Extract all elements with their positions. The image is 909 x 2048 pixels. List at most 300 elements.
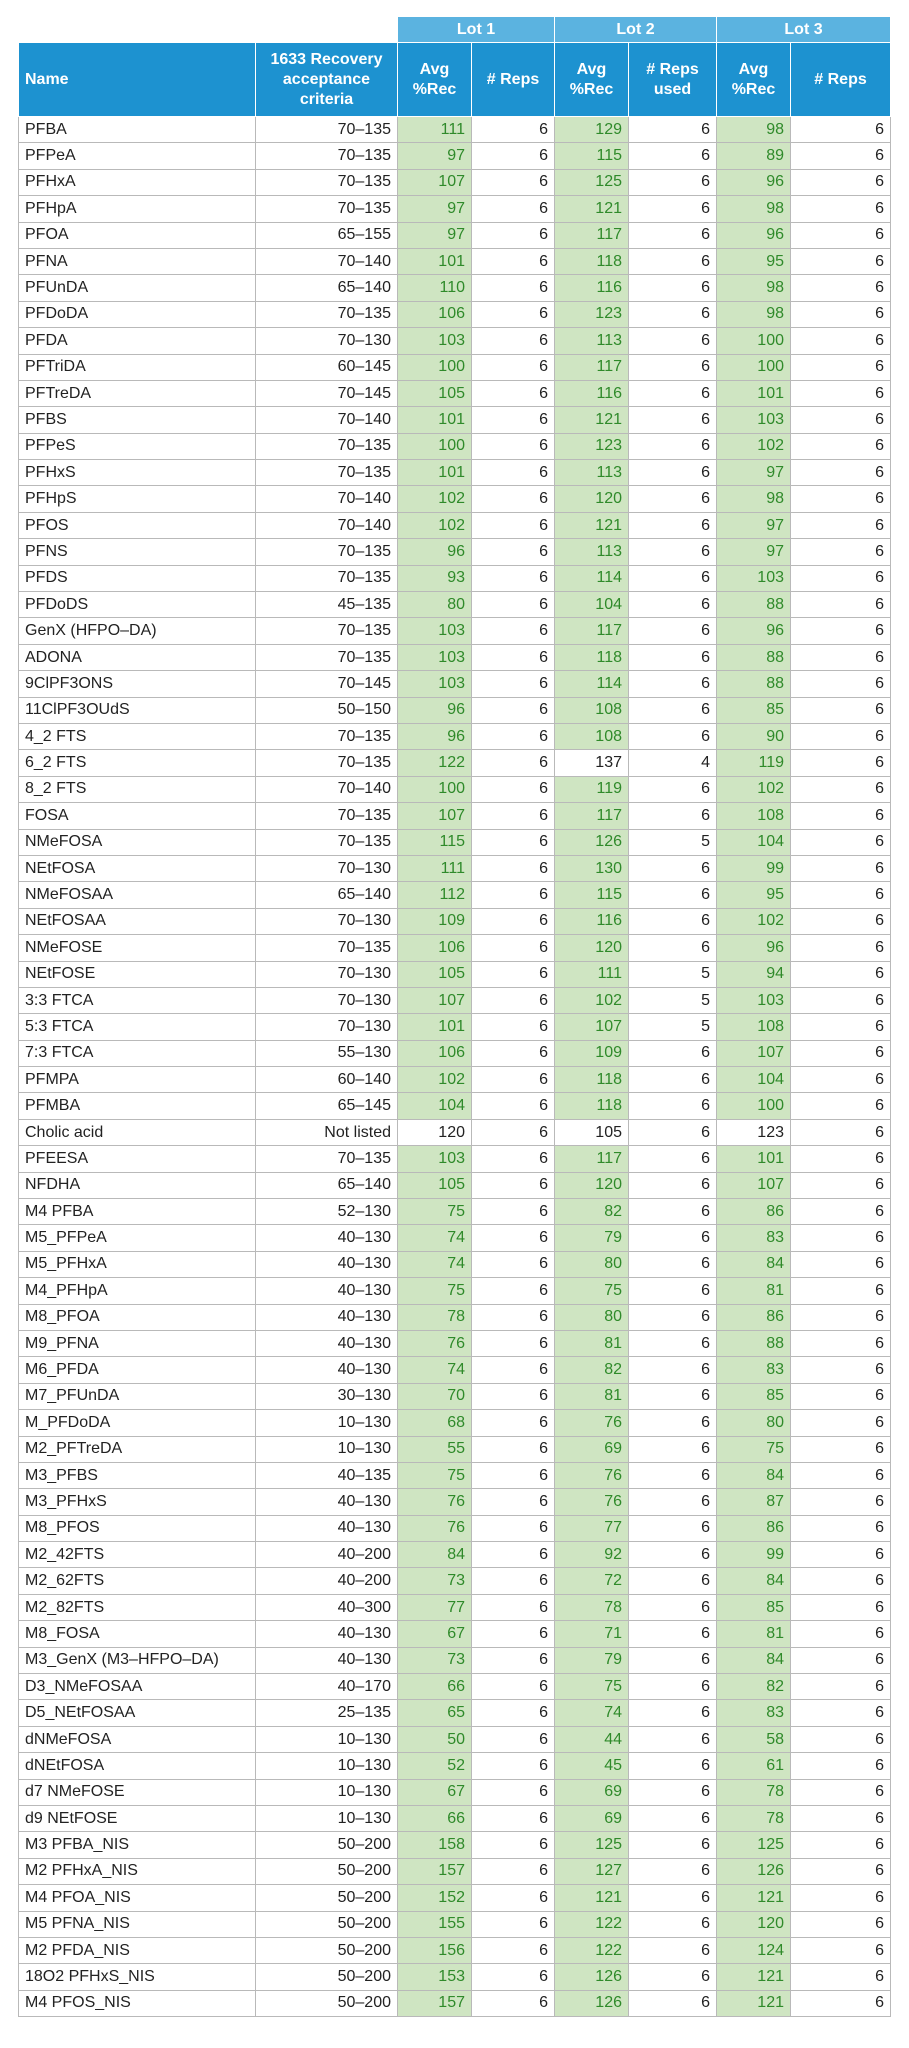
lot-1-avg-rec-cell: 100 xyxy=(398,433,472,459)
compound-name-cell: PFTriDA xyxy=(19,354,256,380)
lot-1-avg-rec-cell: 106 xyxy=(398,301,472,327)
lot-2-reps-used-cell: 6 xyxy=(629,539,717,565)
lot-2-reps-used-cell: 6 xyxy=(629,1515,717,1541)
table-row xyxy=(19,1093,891,1119)
lot-1-reps-cell: 6 xyxy=(472,1911,555,1937)
table-body xyxy=(19,117,891,2017)
criteria-cell: 40–130 xyxy=(256,1251,398,1277)
lot-3-reps-cell: 6 xyxy=(791,935,891,961)
compound-name-cell: 6_2 FTS xyxy=(19,750,256,776)
lot-2-reps-used-cell: 6 xyxy=(629,1489,717,1515)
lot-2-reps-used-cell: 6 xyxy=(629,1383,717,1409)
compound-name-cell: M3_PFBS xyxy=(19,1462,256,1488)
lot-2-reps-used-cell: 6 xyxy=(629,433,717,459)
criteria-cell: 70–140 xyxy=(256,776,398,802)
lot-1-reps-cell: 6 xyxy=(472,723,555,749)
lot-1-avg-rec-cell: 102 xyxy=(398,1067,472,1093)
criteria-column-header: 1633 Recovery acceptance criteria xyxy=(256,43,398,117)
table-row xyxy=(19,143,891,169)
lot-1-avg-rec-cell: 156 xyxy=(398,1937,472,1963)
lot-2-reps-used-cell: 6 xyxy=(629,1885,717,1911)
lot-2-avg-rec-cell: 118 xyxy=(555,248,629,274)
lot-1-reps-cell: 6 xyxy=(472,301,555,327)
compound-name-cell: M4 PFOS_NIS xyxy=(19,1990,256,2016)
lot-2-reps-used-header: # Reps used xyxy=(629,43,717,117)
criteria-cell: 70–130 xyxy=(256,987,398,1013)
lot-2-avg-rec-cell: 69 xyxy=(555,1436,629,1462)
table-row xyxy=(19,987,891,1013)
lot-1-reps-cell: 6 xyxy=(472,1674,555,1700)
lot-2-avg-rec-cell: 74 xyxy=(555,1700,629,1726)
table-row xyxy=(19,829,891,855)
lot-1-avg-rec-cell: 96 xyxy=(398,697,472,723)
table-row xyxy=(19,565,891,591)
lot-2-avg-rec-cell: 126 xyxy=(555,1990,629,2016)
lot-2-avg-rec-cell: 77 xyxy=(555,1515,629,1541)
lot-3-reps-cell: 6 xyxy=(791,539,891,565)
lot-2-avg-rec-cell: 118 xyxy=(555,644,629,670)
table-row xyxy=(19,1594,891,1620)
lot-1-reps-cell: 6 xyxy=(472,776,555,802)
compound-name-cell: M2_62FTS xyxy=(19,1568,256,1594)
lot-3-reps-cell: 6 xyxy=(791,1489,891,1515)
compound-name-cell: PFHxA xyxy=(19,169,256,195)
lot-1-avg-rec-cell: 101 xyxy=(398,460,472,486)
lot-3-avg-rec-cell: 75 xyxy=(717,1436,791,1462)
lot-3-reps-cell: 6 xyxy=(791,1964,891,1990)
table-row xyxy=(19,275,891,301)
criteria-cell: 40–130 xyxy=(256,1515,398,1541)
criteria-cell: 70–135 xyxy=(256,196,398,222)
table-row xyxy=(19,301,891,327)
criteria-cell: 10–130 xyxy=(256,1806,398,1832)
lot-1-avg-rec-cell: 103 xyxy=(398,671,472,697)
lot-3-reps-cell: 6 xyxy=(791,1146,891,1172)
lot-1-avg-rec-cell: 155 xyxy=(398,1911,472,1937)
table-row xyxy=(19,512,891,538)
table-row xyxy=(19,1119,891,1145)
lot-2-avg-rec-cell: 117 xyxy=(555,803,629,829)
compound-name-cell: PFDA xyxy=(19,328,256,354)
table-row xyxy=(19,1964,891,1990)
lot-2-reps-used-cell: 6 xyxy=(629,1436,717,1462)
criteria-cell: 40–130 xyxy=(256,1304,398,1330)
lot-1-reps-cell: 6 xyxy=(472,882,555,908)
lot-1-reps-cell: 6 xyxy=(472,1489,555,1515)
lot-1-reps-cell: 6 xyxy=(472,1251,555,1277)
compound-name-cell: FOSA xyxy=(19,803,256,829)
table-row xyxy=(19,882,891,908)
lot-2-avg-rec-cell: 108 xyxy=(555,723,629,749)
lot-2-reps-used-cell: 6 xyxy=(629,935,717,961)
lot-3-reps-cell: 6 xyxy=(791,1806,891,1832)
compound-name-cell: 5:3 FTCA xyxy=(19,1014,256,1040)
lot-3-reps-cell: 6 xyxy=(791,1225,891,1251)
lot-2-reps-used-cell: 6 xyxy=(629,723,717,749)
compound-name-cell: 9ClPF3ONS xyxy=(19,671,256,697)
lot-2-reps-used-cell: 6 xyxy=(629,565,717,591)
compound-name-cell: NEtFOSE xyxy=(19,961,256,987)
compound-name-cell: NMeFOSA xyxy=(19,829,256,855)
table-row xyxy=(19,1674,891,1700)
lot-2-reps-used-cell: 6 xyxy=(629,196,717,222)
lot-3-avg-rec-cell: 100 xyxy=(717,354,791,380)
table-row xyxy=(19,460,891,486)
recovery-table xyxy=(18,16,891,2017)
lot-3-reps-cell: 6 xyxy=(791,1779,891,1805)
lot-1-reps-cell: 6 xyxy=(472,1225,555,1251)
lot-2-avg-rec-cell: 125 xyxy=(555,1832,629,1858)
lot-2-avg-rec-cell: 79 xyxy=(555,1647,629,1673)
lot-2-reps-used-cell: 6 xyxy=(629,169,717,195)
table-row xyxy=(19,486,891,512)
lot-2-avg-rec-cell: 122 xyxy=(555,1911,629,1937)
table-row xyxy=(19,1489,891,1515)
lot-3-reps-cell: 6 xyxy=(791,1621,891,1647)
criteria-cell: 70–130 xyxy=(256,1014,398,1040)
lot-1-reps-cell: 6 xyxy=(472,829,555,855)
criteria-cell: 65–140 xyxy=(256,882,398,908)
lot-3-avg-rec-cell: 84 xyxy=(717,1647,791,1673)
lot-1-reps-cell: 6 xyxy=(472,1858,555,1884)
lot-3-reps-cell: 6 xyxy=(791,460,891,486)
compound-name-cell: M6_PFDA xyxy=(19,1357,256,1383)
criteria-cell: 70–135 xyxy=(256,169,398,195)
lot-1-avg-rec-cell: 111 xyxy=(398,855,472,881)
lot-3-reps-cell: 6 xyxy=(791,1462,891,1488)
lot-2-reps-used-cell: 6 xyxy=(629,1990,717,2016)
lot-1-avg-rec-cell: 152 xyxy=(398,1885,472,1911)
compound-name-cell: M5_PFPeA xyxy=(19,1225,256,1251)
compound-name-cell: PFBS xyxy=(19,407,256,433)
compound-name-cell: D5_NEtFOSAA xyxy=(19,1700,256,1726)
lot-2-reps-used-cell: 6 xyxy=(629,1937,717,1963)
lot-1-avg-rec-cell: 50 xyxy=(398,1726,472,1752)
lot-1-reps-cell: 6 xyxy=(472,1885,555,1911)
criteria-cell: 45–135 xyxy=(256,592,398,618)
lot-2-reps-used-cell: 6 xyxy=(629,1199,717,1225)
lot-1-reps-cell: 6 xyxy=(472,512,555,538)
lot-3-avg-rec-cell: 96 xyxy=(717,935,791,961)
lot-3-avg-rec-header: Avg %Rec xyxy=(717,43,791,117)
lot-2-reps-used-cell: 5 xyxy=(629,987,717,1013)
lot-2-avg-rec-cell: 123 xyxy=(555,433,629,459)
table-row xyxy=(19,222,891,248)
lot-1-avg-rec-cell: 103 xyxy=(398,1146,472,1172)
lot-2-avg-rec-cell: 114 xyxy=(555,671,629,697)
lot-1-reps-cell: 6 xyxy=(472,1462,555,1488)
lot-3-avg-rec-cell: 89 xyxy=(717,143,791,169)
lot-3-avg-rec-cell: 85 xyxy=(717,1594,791,1620)
lot-1-reps-cell: 6 xyxy=(472,1700,555,1726)
compound-name-cell: 18O2 PFHxS_NIS xyxy=(19,1964,256,1990)
lot-3-reps-cell: 6 xyxy=(791,1410,891,1436)
lot-2-avg-rec-cell: 121 xyxy=(555,1885,629,1911)
lot-3-avg-rec-cell: 88 xyxy=(717,644,791,670)
lot-1-reps-cell: 6 xyxy=(472,671,555,697)
lot-1-reps-cell: 6 xyxy=(472,1172,555,1198)
compound-name-cell: 11ClPF3OUdS xyxy=(19,697,256,723)
compound-name-cell: PFUnDA xyxy=(19,275,256,301)
table-row xyxy=(19,1568,891,1594)
table-row xyxy=(19,723,891,749)
table-row xyxy=(19,1383,891,1409)
criteria-cell: 70–135 xyxy=(256,539,398,565)
lot-3-reps-cell: 6 xyxy=(791,275,891,301)
lot-2-avg-rec-cell: 108 xyxy=(555,697,629,723)
lot-2-reps-used-cell: 6 xyxy=(629,512,717,538)
table-row xyxy=(19,380,891,406)
lot-1-reps-cell: 6 xyxy=(472,433,555,459)
table-row xyxy=(19,1040,891,1066)
criteria-cell: 40–130 xyxy=(256,1647,398,1673)
table-row xyxy=(19,1700,891,1726)
criteria-cell: 70–130 xyxy=(256,961,398,987)
lot-2-reps-used-cell: 5 xyxy=(629,1014,717,1040)
lot-3-reps-cell: 6 xyxy=(791,143,891,169)
lot-2-avg-rec-cell: 116 xyxy=(555,275,629,301)
lot-1-avg-rec-cell: 96 xyxy=(398,539,472,565)
compound-name-cell: PFDS xyxy=(19,565,256,591)
lot-2-avg-rec-cell: 76 xyxy=(555,1410,629,1436)
lot-2-reps-used-cell: 6 xyxy=(629,486,717,512)
lot-2-reps-used-cell: 6 xyxy=(629,776,717,802)
lot-1-reps-cell: 6 xyxy=(472,1832,555,1858)
criteria-cell: 50–200 xyxy=(256,1964,398,1990)
lot-3-avg-rec-cell: 84 xyxy=(717,1462,791,1488)
lot-3-reps-cell: 6 xyxy=(791,697,891,723)
table-row xyxy=(19,776,891,802)
lot-1-avg-rec-cell: 65 xyxy=(398,1700,472,1726)
lot-3-reps-cell: 6 xyxy=(791,1937,891,1963)
compound-name-cell: M7_PFUnDA xyxy=(19,1383,256,1409)
criteria-cell: Not listed xyxy=(256,1119,398,1145)
compound-name-cell: M5_PFHxA xyxy=(19,1251,256,1277)
compound-name-cell: 8_2 FTS xyxy=(19,776,256,802)
compound-name-cell: PFNS xyxy=(19,539,256,565)
lot-1-reps-cell: 6 xyxy=(472,248,555,274)
lot-3-avg-rec-cell: 95 xyxy=(717,248,791,274)
lot-1-reps-cell: 6 xyxy=(472,1779,555,1805)
compound-name-cell: M3_GenX (M3–HFPO–DA) xyxy=(19,1647,256,1673)
criteria-cell: 40–130 xyxy=(256,1225,398,1251)
header-blank xyxy=(19,17,398,43)
lot-2-reps-used-cell: 5 xyxy=(629,829,717,855)
lot-3-avg-rec-cell: 121 xyxy=(717,1885,791,1911)
criteria-cell: 40–130 xyxy=(256,1330,398,1356)
lot-3-reps-cell: 6 xyxy=(791,1278,891,1304)
criteria-cell: 65–140 xyxy=(256,1172,398,1198)
lot-1-avg-rec-cell: 55 xyxy=(398,1436,472,1462)
lot-1-reps-cell: 6 xyxy=(472,1753,555,1779)
lot-3-reps-cell: 6 xyxy=(791,803,891,829)
table-row xyxy=(19,1647,891,1673)
lot-1-avg-rec-cell: 158 xyxy=(398,1832,472,1858)
table-row xyxy=(19,935,891,961)
lot-3-reps-cell: 6 xyxy=(791,169,891,195)
lot-2-reps-used-cell: 6 xyxy=(629,117,717,143)
compound-name-cell: NFDHA xyxy=(19,1172,256,1198)
lot-1-avg-rec-cell: 96 xyxy=(398,723,472,749)
compound-name-cell: M2_PFTreDA xyxy=(19,1436,256,1462)
lot-3-avg-rec-cell: 86 xyxy=(717,1515,791,1541)
lot-1-reps-cell: 6 xyxy=(472,1199,555,1225)
lot-1-reps-cell: 6 xyxy=(472,908,555,934)
lot-2-reps-used-cell: 6 xyxy=(629,1911,717,1937)
lot-1-reps-cell: 6 xyxy=(472,697,555,723)
lot-3-avg-rec-cell: 98 xyxy=(717,117,791,143)
lot-1-reps-cell: 6 xyxy=(472,644,555,670)
lot-1-reps-cell: 6 xyxy=(472,1542,555,1568)
lot-2-reps-used-cell: 6 xyxy=(629,1462,717,1488)
compound-name-cell: PFHxS xyxy=(19,460,256,486)
table-row xyxy=(19,196,891,222)
lot-3-avg-rec-cell: 102 xyxy=(717,776,791,802)
lot-3-avg-rec-cell: 104 xyxy=(717,1067,791,1093)
criteria-cell: 60–145 xyxy=(256,354,398,380)
criteria-cell: 70–140 xyxy=(256,407,398,433)
lot-2-avg-rec-cell: 76 xyxy=(555,1489,629,1515)
lot-1-reps-cell: 6 xyxy=(472,1383,555,1409)
lot-1-avg-rec-cell: 80 xyxy=(398,592,472,618)
compound-name-cell: M4 PFOA_NIS xyxy=(19,1885,256,1911)
lot-3-reps-cell: 6 xyxy=(791,750,891,776)
criteria-cell: 40–200 xyxy=(256,1568,398,1594)
lot-3-avg-rec-cell: 94 xyxy=(717,961,791,987)
lot-3-reps-cell: 6 xyxy=(791,855,891,881)
lot-2-avg-rec-cell: 125 xyxy=(555,169,629,195)
lot-1-avg-rec-cell: 67 xyxy=(398,1621,472,1647)
lot-1-avg-rec-cell: 105 xyxy=(398,1172,472,1198)
compound-name-cell: PFDoDS xyxy=(19,592,256,618)
lot-3-reps-cell: 6 xyxy=(791,1357,891,1383)
table-row xyxy=(19,328,891,354)
compound-name-cell: M8_PFOS xyxy=(19,1515,256,1541)
lot-3-avg-rec-cell: 124 xyxy=(717,1937,791,1963)
lot-1-avg-rec-cell: 76 xyxy=(398,1330,472,1356)
compound-name-cell: PFDoDA xyxy=(19,301,256,327)
lot-3-avg-rec-cell: 98 xyxy=(717,301,791,327)
lot-3-reps-cell: 6 xyxy=(791,196,891,222)
compound-name-cell: M8_PFOA xyxy=(19,1304,256,1330)
lot-2-avg-rec-cell: 79 xyxy=(555,1225,629,1251)
criteria-cell: 70–135 xyxy=(256,750,398,776)
lot-1-reps-cell: 6 xyxy=(472,1146,555,1172)
lot-2-reps-used-cell: 6 xyxy=(629,618,717,644)
criteria-cell: 50–200 xyxy=(256,1990,398,2016)
lot-3-reps-cell: 6 xyxy=(791,1304,891,1330)
lot-1-avg-rec-cell: 105 xyxy=(398,961,472,987)
lot-3-reps-cell: 6 xyxy=(791,1330,891,1356)
lot-3-avg-rec-cell: 108 xyxy=(717,803,791,829)
criteria-cell: 70–140 xyxy=(256,486,398,512)
criteria-cell: 70–135 xyxy=(256,618,398,644)
lot-3-avg-rec-cell: 86 xyxy=(717,1199,791,1225)
lot-3-avg-rec-cell: 102 xyxy=(717,908,791,934)
lot-2-avg-rec-cell: 116 xyxy=(555,380,629,406)
lot-1-reps-cell: 6 xyxy=(472,1621,555,1647)
lot-3-avg-rec-cell: 81 xyxy=(717,1278,791,1304)
recovery-table-container xyxy=(18,16,890,2017)
lot-3-avg-rec-cell: 107 xyxy=(717,1172,791,1198)
table-row xyxy=(19,1251,891,1277)
lot-3-avg-rec-cell: 100 xyxy=(717,1093,791,1119)
lot-3-avg-rec-cell: 90 xyxy=(717,723,791,749)
lot-3-avg-rec-cell: 107 xyxy=(717,1040,791,1066)
lot-2-avg-rec-cell: 78 xyxy=(555,1594,629,1620)
lot-2-reps-used-cell: 6 xyxy=(629,1779,717,1805)
criteria-cell: 65–155 xyxy=(256,222,398,248)
lot-2-avg-rec-cell: 115 xyxy=(555,143,629,169)
lot-1-avg-rec-cell: 101 xyxy=(398,1014,472,1040)
lot-1-avg-rec-cell: 75 xyxy=(398,1278,472,1304)
lot-1-avg-rec-cell: 73 xyxy=(398,1568,472,1594)
lot-3-avg-rec-cell: 96 xyxy=(717,169,791,195)
lot-3-reps-cell: 6 xyxy=(791,433,891,459)
lot-1-reps-cell: 6 xyxy=(472,1067,555,1093)
lot-1-reps-cell: 6 xyxy=(472,1040,555,1066)
lot-1-reps-cell: 6 xyxy=(472,143,555,169)
lot-2-avg-rec-cell: 121 xyxy=(555,407,629,433)
lot-1-avg-rec-cell: 67 xyxy=(398,1779,472,1805)
lot-3-avg-rec-cell: 103 xyxy=(717,407,791,433)
lot-3-avg-rec-cell: 82 xyxy=(717,1674,791,1700)
lot-2-reps-used-cell: 6 xyxy=(629,380,717,406)
lot-2-reps-used-cell: 5 xyxy=(629,961,717,987)
column-header-row xyxy=(19,43,891,117)
lot-1-avg-rec-cell: 122 xyxy=(398,750,472,776)
lot-2-avg-rec-cell: 104 xyxy=(555,592,629,618)
lot-1-reps-cell: 6 xyxy=(472,1436,555,1462)
lot-2-avg-rec-cell: 122 xyxy=(555,1937,629,1963)
criteria-cell: 40–130 xyxy=(256,1357,398,1383)
compound-name-cell: D3_NMeFOSAA xyxy=(19,1674,256,1700)
table-row xyxy=(19,908,891,934)
table-row xyxy=(19,1885,891,1911)
lot-2-avg-rec-cell: 81 xyxy=(555,1383,629,1409)
lot-2-avg-rec-cell: 117 xyxy=(555,1146,629,1172)
lot-3-reps-cell: 6 xyxy=(791,1990,891,2016)
criteria-cell: 10–130 xyxy=(256,1779,398,1805)
lot-2-reps-used-cell: 6 xyxy=(629,1067,717,1093)
compound-name-cell: PFOS xyxy=(19,512,256,538)
criteria-cell: 50–200 xyxy=(256,1885,398,1911)
lot-3-avg-rec-cell: 84 xyxy=(717,1251,791,1277)
lot-3-avg-rec-cell: 96 xyxy=(717,222,791,248)
compound-name-cell: M3_PFHxS xyxy=(19,1489,256,1515)
criteria-cell: 50–200 xyxy=(256,1858,398,1884)
lot-2-reps-used-cell: 6 xyxy=(629,1225,717,1251)
criteria-cell: 10–130 xyxy=(256,1436,398,1462)
lot-3-avg-rec-cell: 102 xyxy=(717,433,791,459)
lot-1-avg-rec-cell: 111 xyxy=(398,117,472,143)
criteria-cell: 70–145 xyxy=(256,380,398,406)
lot-3-header: Lot 3 xyxy=(717,17,891,43)
lot-1-reps-cell: 6 xyxy=(472,1304,555,1330)
lot-2-avg-rec-cell: 117 xyxy=(555,618,629,644)
lot-1-avg-rec-cell: 75 xyxy=(398,1462,472,1488)
lot-3-avg-rec-cell: 78 xyxy=(717,1806,791,1832)
compound-name-cell: M3 PFBA_NIS xyxy=(19,1832,256,1858)
lot-1-reps-cell: 6 xyxy=(472,1410,555,1436)
compound-name-cell: M8_FOSA xyxy=(19,1621,256,1647)
criteria-cell: 70–135 xyxy=(256,644,398,670)
lot-2-avg-rec-cell: 121 xyxy=(555,512,629,538)
compound-name-cell: PFMPA xyxy=(19,1067,256,1093)
lot-3-reps-cell: 6 xyxy=(791,1885,891,1911)
lot-2-avg-rec-cell: 127 xyxy=(555,1858,629,1884)
table-row xyxy=(19,1806,891,1832)
